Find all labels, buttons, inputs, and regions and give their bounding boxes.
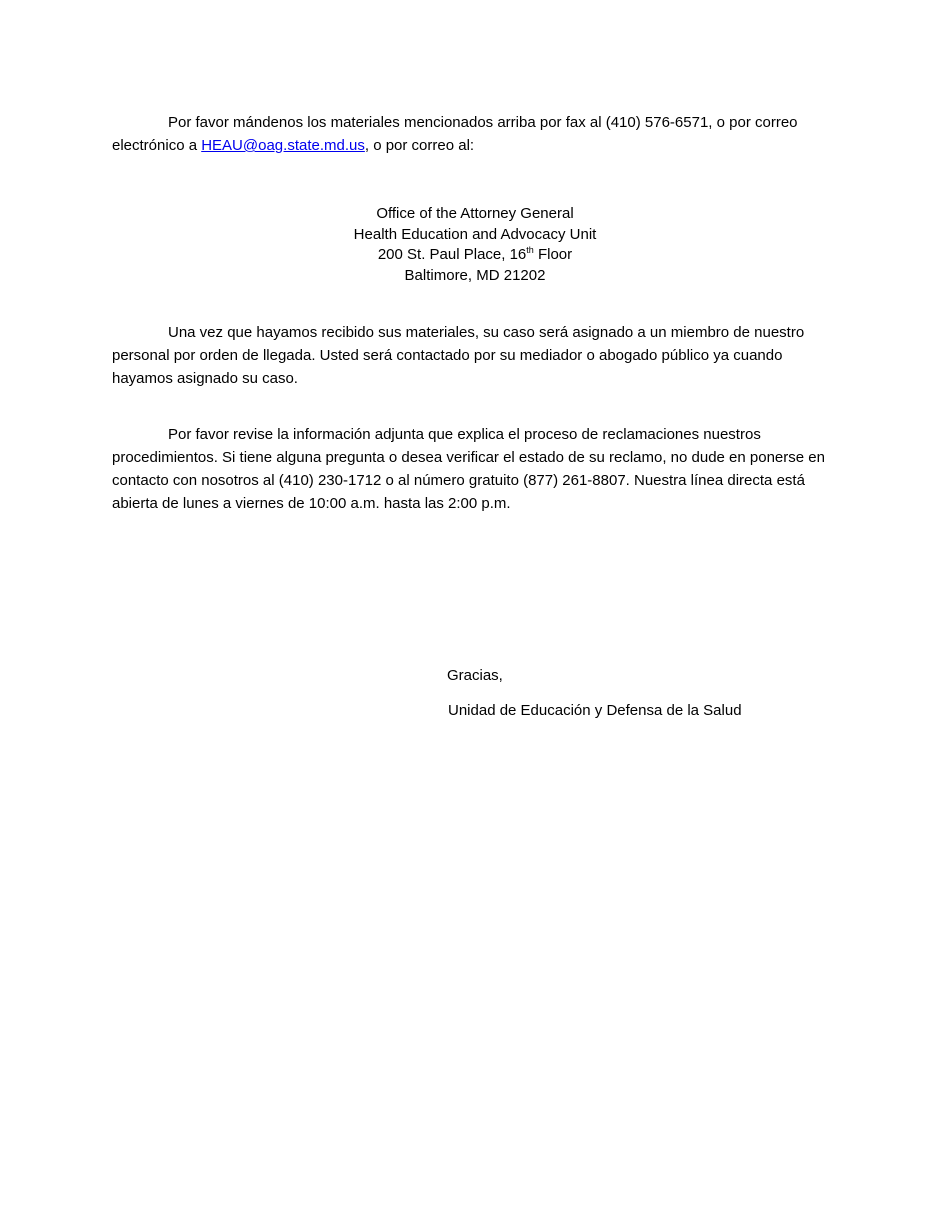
- closing-signature: Unidad de Educación y Defensa de la Salud: [448, 702, 742, 719]
- mailing-address: [112, 204, 838, 286]
- paragraph-text: Por favor mándenos los materiales mencionados arriba por fax al (410) 576-6571, o por correo electrónico a: [112, 114, 798, 154]
- paragraph-contact-info: [112, 423, 834, 515]
- paragraph-text-tail: , o por correo al:: [364, 137, 475, 154]
- address-line-office: Office of the Attorney General: [376, 205, 574, 222]
- address-line-unit: Health Education and Advocacy Unit: [353, 225, 597, 243]
- address-line-city: Baltimore, MD 21202: [404, 266, 546, 284]
- paragraph-text: Por favor revise la información adjunta que explica el proceso de reclamaciones nuestros procedimientos. Si tiene alguna pregunta o desea verificar el estado de su reclamo, no dude en ponerse en contacto con nosotros al (410) 230-1712 o al número gratuito (877) 261-8807. Nuestra línea directa está abierta de lunes a viernes de 10:00 a.m. hasta las 2:00 p.m.: [112, 426, 825, 512]
- paragraph-text: Una vez que hayamos recibido sus materiales, su caso será asignado a un miembro de nuestro personal por orden de llegada. Usted será contactado por su mediador o abogado público ya cuando hayamos asignado su caso.: [112, 324, 805, 387]
- paragraph-submission-instructions: [112, 111, 834, 157]
- email-link[interactable]: HEAU@oag.state.md.us: [201, 137, 365, 154]
- closing-thanks: Gracias,: [447, 667, 503, 684]
- paragraph-case-assignment: [112, 321, 834, 390]
- address-line-street: 200 St. Paul Place, 16th Floor: [377, 245, 573, 263]
